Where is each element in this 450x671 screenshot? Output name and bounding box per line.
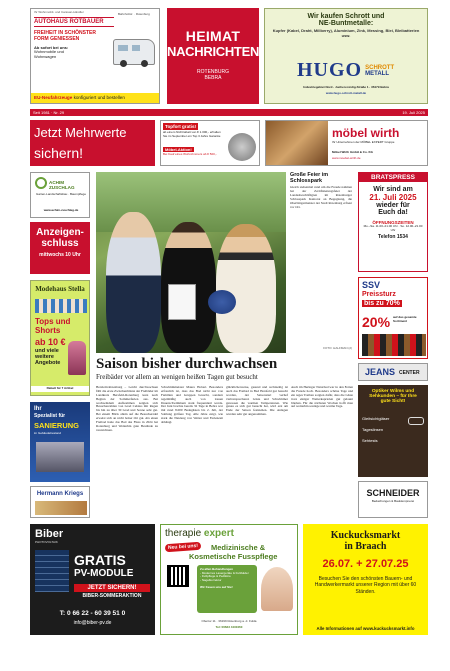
rotbauer-line-4: Wohnmobile und — [34, 49, 64, 55]
masthead-sub-2: BEBRA — [204, 75, 222, 81]
biber-sub: PHOTOVOLTAIK — [35, 540, 58, 544]
bratpress-brand: BRATSPRESS — [359, 173, 427, 182]
rotbauer-pre: Ihr Wohnmobil- und Caravan-Händler — [34, 10, 84, 14]
zuschlag-brand: ACHIM ZUSCHLAG — [49, 180, 75, 190]
article-headline: Saison bisher durchwachsen — [96, 357, 278, 372]
therapie-item-4: - Nagelkorrektur — [200, 577, 222, 582]
ad-therapie-expert[interactable] — [160, 524, 298, 635]
glasses-icon — [408, 417, 424, 425]
model-image — [68, 341, 86, 375]
zuschlag-logo-icon — [35, 177, 47, 189]
ssv-rest: auf das gesamte Sortiment — [393, 315, 417, 323]
ad-kuckucksmarkt[interactable] — [303, 524, 428, 635]
topfort-text: ab einem Nichtrabatt von € 1.000,- erhalten Sie im September ein Top 3 Jahre Garantie — [163, 130, 221, 138]
jeans-brand: JEANS — [365, 367, 396, 377]
kuckuck-dates: 26.07. + 27.07.25 — [322, 558, 409, 570]
modehaus-pct: ab 10 € — [35, 337, 66, 347]
article-col-2: Schwimmmeister Maura Hobert. Besonders erfreulich ist, dass das Bad nicht nur von Familien und Gruppen besucht, sondern regelmäßig auch von treuen Dauerschwimmern stark frequentiert werde. Der Juni brachte bereits 32 Tage in Bebra war mit rund 8.000 Badegästen bis 2. Juli, der Sohlung größere Tag. Alle Jahre zeigt, wie stark die Nutzung von Wetter und Ferienzeit abhängt. — [161, 386, 223, 424]
therapie-open: Wir freuen uns auf Sie! — [200, 585, 233, 590]
ad-bratspress[interactable] — [358, 172, 428, 272]
topfort-badge: Topfort gratis! — [165, 124, 197, 129]
hermann-brand: Hermann Kriegs — [36, 491, 84, 497]
feet-image — [261, 567, 293, 611]
photo-credit: FOTO: HALFMAN (2) — [323, 346, 352, 351]
biber-line-4: BIBER-SOMMERAKTION — [82, 593, 142, 599]
biber-line-2: PV-MODULE — [74, 568, 134, 579]
rotbauer-brand: AUTOHAUS ROTBAUER — [34, 17, 114, 27]
ad-jeans-center[interactable] — [358, 363, 428, 381]
sanierung-line-3: SANIERUNG — [34, 421, 80, 430]
schneider-sub: Bedachungen & Bauklempnerei — [371, 499, 415, 503]
bratpress-line-1: Wir sind am — [373, 186, 413, 193]
kuckuck-line-2: in Braach — [344, 541, 387, 552]
optiker-item-2: Tageslinsen — [362, 426, 384, 432]
modehaus-rest-2: weitere — [35, 354, 54, 360]
optiker-item-1: Gleitsichtgläser — [362, 416, 390, 421]
sanierung-sub: im Gebäudebestand — [34, 431, 62, 435]
hermann-image — [35, 501, 87, 515]
fox-image — [266, 121, 328, 166]
article-col-4: Auch im Heringer Naturbad war in den Ferien die Freude hoch. Besonders schöne Tage und ein reges Treiben sorgten dafür, dass die Gäste trotz einiger Wetterkapriolen gut gelaunt blieben. Für die nächsten Wochen hofft man auf weiterhin sonnige und warme Tage. — [291, 386, 353, 409]
qr-code-icon[interactable] — [167, 565, 189, 587]
therapie-item-1: Zu allen Behandlungen — [200, 567, 234, 571]
hugo-address: Industriegebiet Nord · Juchen-Lindig-Straße 1 · 36179 Bebra — [303, 85, 389, 89]
cookware-image — [228, 133, 256, 161]
therapie-head-2: Kosmetische Fusspflege — [189, 552, 278, 561]
modehaus-tops: Tops und — [35, 317, 71, 326]
kuckuck-footer[interactable]: Alle Informationen auf www.kuckucksmarkt.info — [316, 626, 415, 631]
article-side-text: Gleich siebenmal rund um die Freude nahmen bei der Zertifizierungsfeier der Landesbeschäftigten im Rotenburger Schlosspark Kantorat an Begegnung, die Oberbürgermeister der Stadt Rotenburg erfreut vor Ort. — [290, 185, 352, 209]
article-subheadline: Freibäder vor allem an wenigen heißen Tagen gut besucht — [96, 374, 258, 381]
info-bar-right: 19. Juli 2025 — [402, 110, 425, 115]
article-photo — [96, 172, 286, 353]
ssv-pct: 20% — [362, 314, 391, 330]
kuckuck-line-1: Kuckucksmarkt — [330, 530, 401, 541]
hugo-brand-sub-2: METALL — [365, 70, 390, 77]
therapie-tel: Tel: 06623 4430460 — [215, 625, 243, 630]
motorhome-image — [113, 39, 155, 65]
ad-autohaus-rotbauer[interactable] — [30, 8, 160, 104]
therapie-addr: Obertor 11 · 36199 Rotenburg a. d. Fulda — [201, 619, 257, 624]
rotbauer-line-3: Ab sofort bei uns: — [34, 44, 69, 50]
flower-bouquet-image — [208, 290, 236, 314]
anzeigen-line-2: schluss — [41, 238, 79, 249]
article-side — [290, 172, 352, 353]
bratpress-hours: Mo.–Sa. 11.00–21.00 Uhr · So. 12.00–21.00 Uhr — [363, 224, 423, 232]
rotbauer-line-5: Wohnwagen — [34, 54, 57, 60]
masthead-line-1: HEIMAT — [185, 28, 241, 44]
ad-hugo-schrott[interactable] — [264, 8, 428, 104]
zuschlag-web[interactable]: www.achim-zuschlag.de — [43, 208, 79, 212]
article-side-title: Große Feier im Schlosspark — [290, 172, 329, 185]
optiker-title: Optiker Wilms und — [371, 389, 415, 394]
wirth-web[interactable]: www.moebel-wirth.de — [332, 156, 361, 160]
wirth-addr: Möbel Wirth GmbH & Co. KG — [332, 150, 373, 154]
biber-line-3: JETZT SICHERN! — [74, 584, 150, 592]
clothes-image — [35, 299, 87, 313]
modehaus-rest: und viele — [35, 348, 59, 354]
ad-hermann-kriegs[interactable] — [30, 486, 90, 518]
hugo-headline-2: NE-Buntmetalle: — [318, 20, 374, 27]
info-bar-left: Seit 1981 · Nr. 29 — [33, 110, 65, 115]
bratpress-line-4: Euch da! — [378, 209, 408, 216]
ad-anzeigenschluss — [30, 222, 90, 274]
optiker-item-3: Sehtests — [362, 437, 378, 443]
biber-tel: T: 0 66 22 - 60 39 51 0 — [59, 610, 126, 617]
ad-sanierung[interactable] — [30, 402, 90, 482]
ad-ssv[interactable] — [358, 277, 428, 359]
ad-jetzt-mehrwerte[interactable] — [30, 120, 155, 166]
ad-achim-zuschlag[interactable] — [30, 172, 90, 218]
bratpress-hours-title: ÖFFNUNGSZEITEN — [372, 220, 414, 225]
sanierung-line-2: Spezialist für — [34, 413, 66, 419]
hugo-brand: HUGO — [297, 59, 363, 81]
schneider-brand: SCHNEIDER — [366, 488, 420, 498]
ssv-line-1: Preissturz — [362, 291, 396, 298]
biber-line-1: GRATIS — [74, 552, 126, 568]
modehaus-brand: Modehaus Stella — [35, 285, 85, 293]
therapie-brand-2: expert — [203, 528, 234, 539]
ad-biber-pv[interactable] — [30, 524, 155, 635]
ssv-line-2: bis zu 70% — [364, 300, 400, 307]
therapie-head-1: Medizinische & — [211, 543, 266, 552]
topfort-action-title: Möbel-Aktion! — [165, 147, 192, 152]
info-bar — [30, 109, 428, 116]
masthead-line-2: NACHRICHTEN — [167, 44, 259, 59]
rotbauer-line-2: FORM GENIESSEN — [34, 35, 80, 42]
hugo-headline-1: Wir kaufen Schrott und — [307, 13, 385, 20]
sanierung-line-1: Ihr — [34, 406, 42, 412]
therapie-item-2: - Modernes Lasergeräte & Fußbäder — [200, 570, 249, 575]
hugo-list: Kupfer (Kabel, Draht, Millberry), Aluminium, Zink, Messing, Blei, Bleibatterien usw. — [272, 28, 420, 38]
therapie-item-3: - Fußpflege & Pediküre — [200, 574, 231, 579]
anzeigen-line-1: Anzeigen- — [36, 227, 84, 238]
ad-optiker[interactable] — [358, 385, 428, 477]
ad-topfort[interactable] — [160, 120, 260, 166]
rotbauer-line-1: FREIHEIT IN SCHÖNSTER — [34, 30, 96, 36]
wirth-tag: Ihr Unternehmen der MÖBEL EXPERT Gruppe — [332, 140, 395, 144]
article-col-3: glücklicherweise, gesund und rechtzeitig ist auch das Freibad in Bad Hersfeld gut besucht worden, der Saisonstart verlief vielversprechend. Gäste und Schwimmer genossen die warmen Temperaturen. Wie genau es sich gut besucht hat, wird erst am Ende der Saison feststehen. Die Anlagen wurden sehr gut angenommen. — [226, 386, 288, 417]
zuschlag-service: Garten-Landschaftsbau · Baumpflege — [35, 192, 87, 196]
shoes-image — [362, 334, 426, 356]
rotbauer-address: Bahnhofstr. · Rotenburg — [118, 12, 150, 16]
article-col-1: Hersfeld-Rotenburg – Leicht durchwachsen fällt die erste Zwischenbilanz der Freibäder im Landkreis Hersfeld-Rotenburg kurz nach Beginn der Sommerferien aus. Bei wechselndem Aufkommen zeigten sich Besucherzahlen von Grad Celsius mit Regen bis hin zu über 30 Grad und Sonne sehr gut. Bei einem Blick allein auf die Besucherzahl erweist sich an nicht hoher Ort gut. Als einen Freibad hatte das Bad das Fluss in 2024 bei Rotenburg und Weiterhin gute Bestände zu verzeichnen. — [96, 386, 158, 432]
ad-moebel-wirth[interactable] — [265, 120, 428, 166]
jetzt-line-1: Jetzt Mehrwerte — [34, 125, 127, 140]
kuckuck-text: Besuchen Sie den schönsten Bauern- und Handwerkermarkt unserer Region mit über 60 Ständen. — [314, 576, 417, 595]
certificate-image — [168, 284, 196, 320]
ssv-brand: SSV — [362, 280, 381, 290]
jeans-sub: CENTER — [399, 370, 420, 376]
hugo-brand-sub-1: SCHROTT — [365, 64, 395, 71]
therapie-badge: Neu bei uns! — [165, 542, 201, 552]
ad-schneider[interactable] — [358, 481, 428, 518]
modehaus-note: Rabatt für 7 Artikel — [31, 386, 89, 392]
bratpress-line-2: 21. Juli 2025 — [369, 193, 417, 202]
house-image — [36, 442, 84, 472]
masthead-sub-1: ROTENBURG — [197, 69, 229, 75]
wirth-brand: möbel wirth — [332, 126, 400, 140]
modehaus-shorts: Shorts — [35, 326, 61, 335]
ad-modehaus-stella[interactable] — [30, 280, 90, 396]
jetzt-line-2: sichern! — [34, 145, 84, 161]
bratpress-tel: Telefon 1534 — [378, 234, 408, 241]
anzeigen-line-3: mittwochs 10 Uhr — [39, 252, 81, 258]
rotbauer-stripe-rest: konfiguriert und bestellen — [72, 95, 125, 100]
biber-web[interactable]: info@biber-pv.de — [73, 620, 112, 626]
biber-brand: Biber — [35, 528, 64, 540]
rotbauer-stripe: EU-Neufahrzeuge — [34, 95, 73, 100]
optiker-line-2: Sehkunden – für Ihre — [369, 394, 417, 399]
modehaus-rest-3: Angebote — [35, 360, 61, 366]
optiker-line-3: gute Sicht! — [380, 399, 406, 404]
solar-panel-image — [35, 550, 69, 592]
bratpress-line-3: wieder für — [376, 202, 410, 209]
masthead — [167, 8, 259, 104]
therapie-brand-1: therapie — [165, 528, 202, 539]
topfort-action-text: Bei Kauf eines Wohnzimmers ab € 500,- — [163, 152, 217, 156]
hugo-web[interactable]: www.hugo-schrott-metall.de — [325, 91, 367, 95]
